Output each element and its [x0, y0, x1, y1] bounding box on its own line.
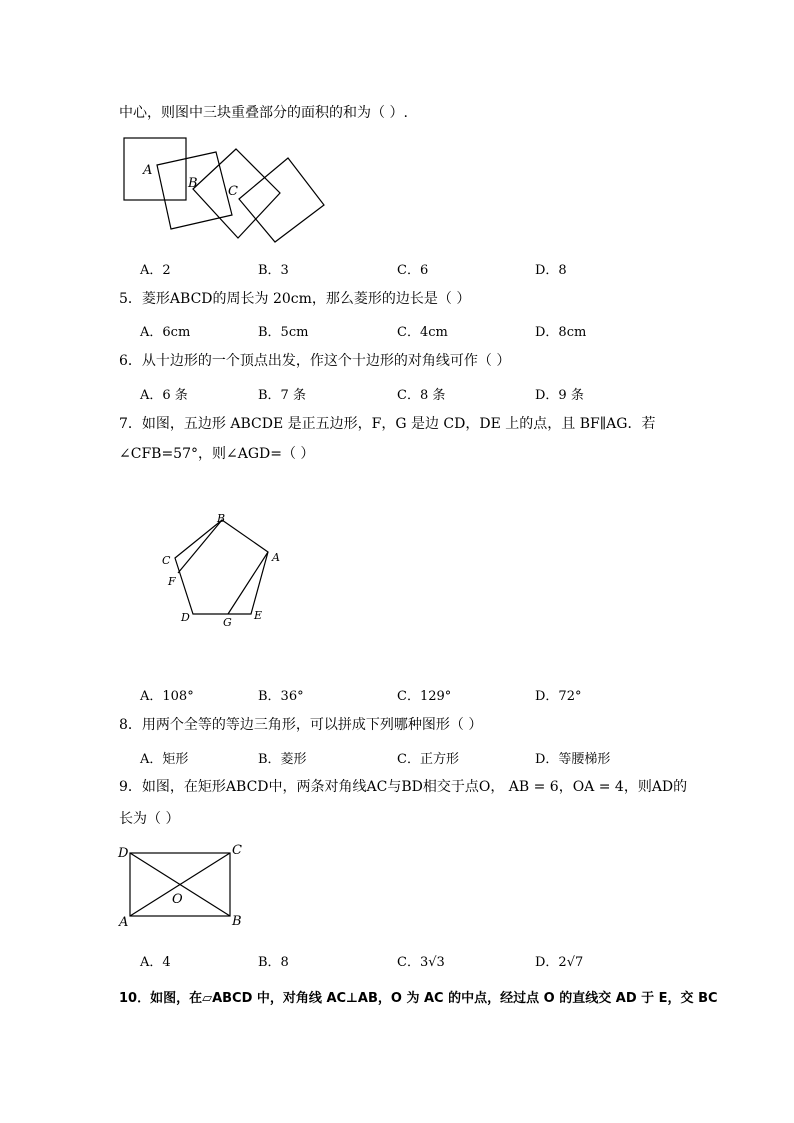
question-4-text: 中心，则图中三块重叠部分的面积的和为（ ）. [119, 105, 408, 121]
question-8-text: 8．用两个全等的等边三角形，可以拼成下列哪种图形（ ） [119, 717, 483, 733]
square-d-shape [239, 158, 324, 242]
option-c[interactable]: C．129° [397, 689, 452, 704]
question-9-text-line2: 长为（ ） [119, 811, 180, 827]
pentagon-shape [175, 520, 268, 614]
option-b[interactable]: B．菱形 [258, 752, 307, 767]
question-4-options [140, 259, 760, 277]
option-b[interactable]: B．3 [258, 263, 289, 278]
question-7-options [140, 685, 760, 703]
question-6-options [140, 384, 760, 402]
question-9-options [140, 951, 760, 969]
label-d: D [181, 611, 190, 624]
option-a[interactable]: A．6cm [140, 325, 191, 340]
label-a: A [272, 551, 280, 564]
option-b[interactable]: B．5cm [258, 325, 309, 340]
option-b[interactable]: B．36° [258, 689, 304, 704]
label-c: C [162, 554, 171, 567]
question-5-options [140, 321, 760, 339]
label-a: A [119, 915, 129, 930]
option-c[interactable]: C．3√3 [397, 955, 445, 970]
label-b: B [232, 914, 242, 929]
label-c: C [228, 184, 238, 199]
option-a[interactable]: A．6 条 [140, 388, 188, 403]
label-g: G [223, 616, 232, 629]
option-c[interactable]: C．6 [397, 263, 429, 278]
question-6-text: 6．从十边形的一个顶点出发，作这个十边形的对角线可作（ ） [119, 353, 511, 369]
question-10-text: 10．如图，在▱ABCD 中，对角线 AC⊥AB，O 为 AC 的中点，经过点 O 的直线交 AD 于 E，交 BC [119, 991, 718, 1006]
question-7-text-line1: 7．如图，五边形 ABCDE 是正五边形，F，G 是边 CD，DE 上的点，且 BF∥AG．若 [119, 416, 656, 432]
option-d[interactable]: D．等腰梯形 [535, 752, 611, 767]
question-9-text-line1: 9．如图，在矩形ABCD中，两条对角线AC与BD相交于点O， AB = 6，OA = 4，则AD的 [119, 779, 688, 795]
option-a[interactable]: A．108° [140, 689, 194, 704]
option-c[interactable]: C．正方形 [397, 752, 459, 767]
label-b: B [188, 176, 198, 191]
label-a: A [143, 163, 153, 178]
label-c: C [232, 843, 242, 858]
option-d[interactable]: D．8cm [535, 325, 587, 340]
option-b[interactable]: B．8 [258, 955, 289, 970]
figure-overlapping-squares [118, 132, 338, 247]
option-b[interactable]: B．7 条 [258, 388, 306, 403]
segment-ag [228, 552, 268, 614]
square-a-shape [124, 138, 186, 200]
segment-bf [178, 520, 222, 573]
option-d[interactable]: D．8 [535, 263, 567, 278]
question-8-options [140, 748, 760, 766]
figure-regular-pentagon [155, 510, 290, 630]
option-c[interactable]: C．4cm [397, 325, 448, 340]
figure-rectangle [116, 840, 251, 930]
option-d[interactable]: D．2√7 [535, 955, 584, 970]
option-a[interactable]: A．矩形 [140, 752, 189, 767]
label-d: D [118, 846, 129, 861]
option-d[interactable]: D．9 条 [535, 388, 584, 403]
label-f: F [168, 575, 176, 588]
label-e: E [254, 609, 263, 622]
option-d[interactable]: D．72° [535, 689, 582, 704]
option-a[interactable]: A．4 [140, 955, 171, 970]
label-o: O [172, 892, 183, 907]
option-c[interactable]: C．8 条 [397, 388, 446, 403]
question-5-text: 5．菱形ABCD的周长为 20cm，那么菱形的边长是（ ） [119, 291, 471, 307]
option-a[interactable]: A．2 [140, 263, 171, 278]
label-b: B [217, 512, 226, 525]
question-7-text-line2: ∠CFB=57°，则∠AGD=（ ） [119, 446, 315, 462]
